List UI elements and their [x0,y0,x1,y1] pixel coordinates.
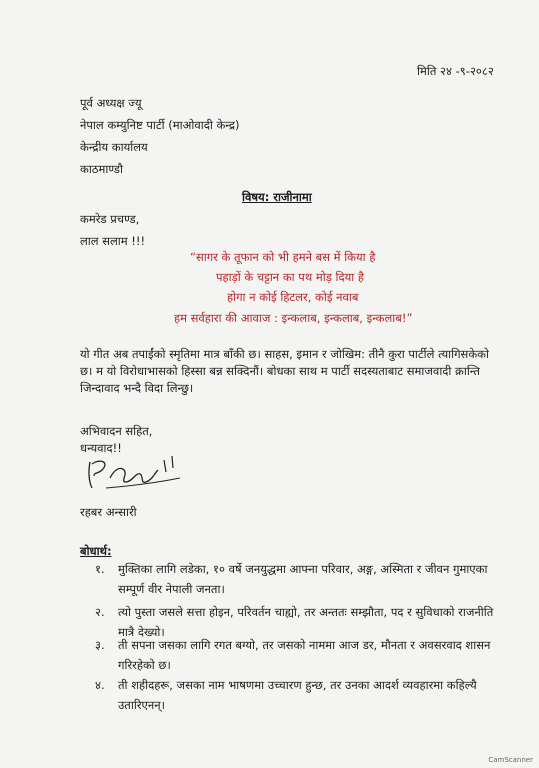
glossary-number-4: ४. [95,678,105,692]
poem-line-1: “सागर के तूफान को भी हमने बस में किया है [190,250,376,264]
salutation-greeting: लाल सलाम !!! [80,234,146,248]
body-paragraph: यो गीत अब तपाईंको स्मृतिमा मात्र बाँकी छ। साहस, इमान र जोखिम: तीनै कुरा पार्टीले त्यागिसकेको छ। म यो विरोधाभासको हिस्सा बन्न सक्दिनाैं। बोधका साथ म पार्टी सदस्यताबाट समाजवादी क्रान्ति जिन्दावाद भन्दै विदा लिन्छु। [80,347,489,395]
recipient-organization: नेपाल कम्युनिष्ट पार्टी (माओवादी केन्द्र) [80,118,240,132]
recipient-title: पूर्व अध्यक्ष ज्यू [80,96,142,110]
handwritten-signature [80,452,190,494]
poem-line-4: हम सर्वहारा की आवाज : इन्कलाब, इन्कलाब, इन्कलाब!” [174,311,413,325]
closing-thanks: धन्यवाद!! [80,441,122,455]
recipient-city: काठमाण्डौ [80,162,123,176]
glossary-item-3: ती सपना जसका लागि रगत बग्यो, तर जसको नाममा आज डर, मौनता र अवसरवाद शासन गरिरहेको छ। [118,638,491,672]
glossary-item-1: मुक्तिका लागि लडेका, १० वर्षे जनयुद्धमा आफ्ना परिवार, अङ्ग, अस्मिता र जीवन गुमाएका सम्पूर्ण वीर नेपाली जनता। [118,562,488,596]
poem-line-2: पहाड़ों के चट्टान का पथ मोड़ दिया है [216,270,364,284]
glossary-number-2: २. [95,605,105,619]
glossary-number-3: ३. [95,638,105,652]
recipient-office: केन्द्रीय कार्यालय [80,140,148,154]
closing-regards: अभिवादन सहित, [80,424,153,438]
glossary-item-4: ती शहीदहरू, जसका नाम भाषणमा उच्चारण हुन्छ, तर उनका आदर्श व्यवहारमा कहिल्यै उतारिएनन्। [118,678,477,712]
glossary-item-2: त्यो पुस्ता जसले सत्ता होइन, परिवर्तन चाह्यो, तर अन्ततः सम्झौता, पद र सुविधाको राजनीति मात्रै देख्यो। [118,605,494,639]
glossary-heading: बोधार्थ: [80,544,112,558]
poem-line-3: होगा न कोई हिटलर, कोई नवाब [227,290,359,304]
scanner-watermark: CamScanner [488,756,533,764]
salutation-name: कमरेड प्रचण्ड, [80,212,140,226]
letter-date: मिति २४ -९-२०८२ [417,64,494,78]
glossary-number-1: १. [95,562,105,576]
subject-line: विषय: राजीनामा [242,190,312,204]
signature-name: रहबर अन्सारी [80,505,137,519]
